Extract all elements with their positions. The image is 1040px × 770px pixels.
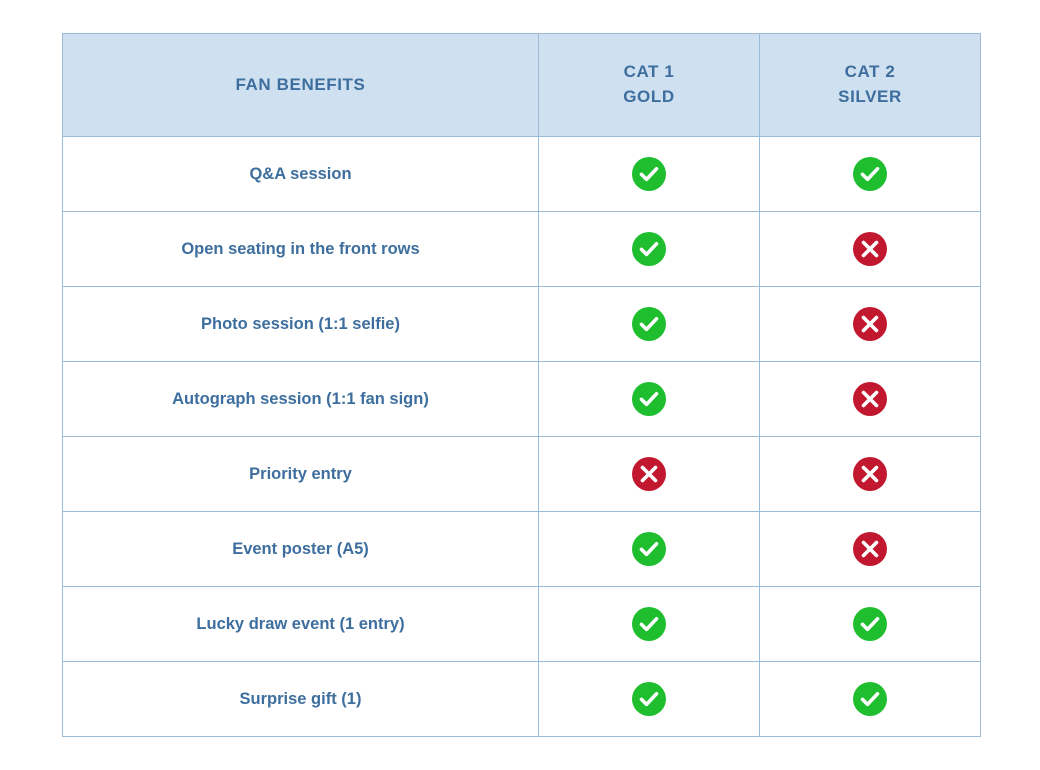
cross-circle-icon [631, 456, 667, 492]
cat1-status-cell [539, 587, 760, 662]
table-row [63, 512, 981, 587]
column-header-cat1-tier: GOLD [623, 87, 675, 106]
cat1-status-cell [539, 437, 760, 512]
check-circle-icon [852, 156, 888, 192]
column-header-benefits-label: FAN BENEFITS [235, 74, 366, 94]
cat1-status-cell [539, 287, 760, 362]
table-header [63, 34, 981, 137]
check-circle-icon [852, 681, 888, 717]
cat2-status-cell [760, 362, 981, 437]
check-circle-icon [631, 381, 667, 417]
table-row [63, 287, 981, 362]
column-header-cat2-label: CAT 2 [844, 62, 896, 82]
cat1-status-cell [539, 362, 760, 437]
table-row [63, 212, 981, 287]
cat2-status-cell [760, 212, 981, 287]
benefit-label: Priority entry [63, 437, 539, 512]
cross-circle-icon [852, 531, 888, 567]
benefit-label: Open seating in the front rows [63, 212, 539, 287]
column-header-cat2 [760, 34, 981, 137]
benefit-label: Autograph session (1:1 fan sign) [63, 362, 539, 437]
column-header-benefits [63, 34, 539, 137]
cat2-status-cell [760, 512, 981, 587]
column-header-cat1-label: CAT 1 [623, 62, 675, 82]
check-circle-icon [631, 606, 667, 642]
table-row [63, 362, 981, 437]
table-row [63, 137, 981, 212]
cat1-status-cell [539, 212, 760, 287]
check-circle-icon [631, 231, 667, 267]
fan-benefits-table [62, 33, 981, 737]
check-circle-icon [631, 531, 667, 567]
cat2-status-cell [760, 587, 981, 662]
table-row [63, 437, 981, 512]
cat1-status-cell [539, 512, 760, 587]
check-circle-icon [852, 606, 888, 642]
check-circle-icon [631, 156, 667, 192]
table-row [63, 662, 981, 737]
cat2-status-cell [760, 137, 981, 212]
column-header-cat1 [539, 34, 760, 137]
cat1-status-cell [539, 137, 760, 212]
cross-circle-icon [852, 306, 888, 342]
benefit-label: Lucky draw event (1 entry) [63, 587, 539, 662]
table-body [63, 137, 981, 737]
check-circle-icon [631, 306, 667, 342]
benefit-label: Surprise gift (1) [63, 662, 539, 737]
benefit-label: Q&A session [63, 137, 539, 212]
cat2-status-cell [760, 662, 981, 737]
benefit-label: Photo session (1:1 selfie) [63, 287, 539, 362]
cross-circle-icon [852, 381, 888, 417]
column-header-cat2-tier: SILVER [838, 87, 902, 106]
cat1-status-cell [539, 662, 760, 737]
cat2-status-cell [760, 287, 981, 362]
check-circle-icon [631, 681, 667, 717]
table-row [63, 587, 981, 662]
benefit-label: Event poster (A5) [63, 512, 539, 587]
cross-circle-icon [852, 456, 888, 492]
cross-circle-icon [852, 231, 888, 267]
table-header-row [63, 34, 981, 137]
cat2-status-cell [760, 437, 981, 512]
